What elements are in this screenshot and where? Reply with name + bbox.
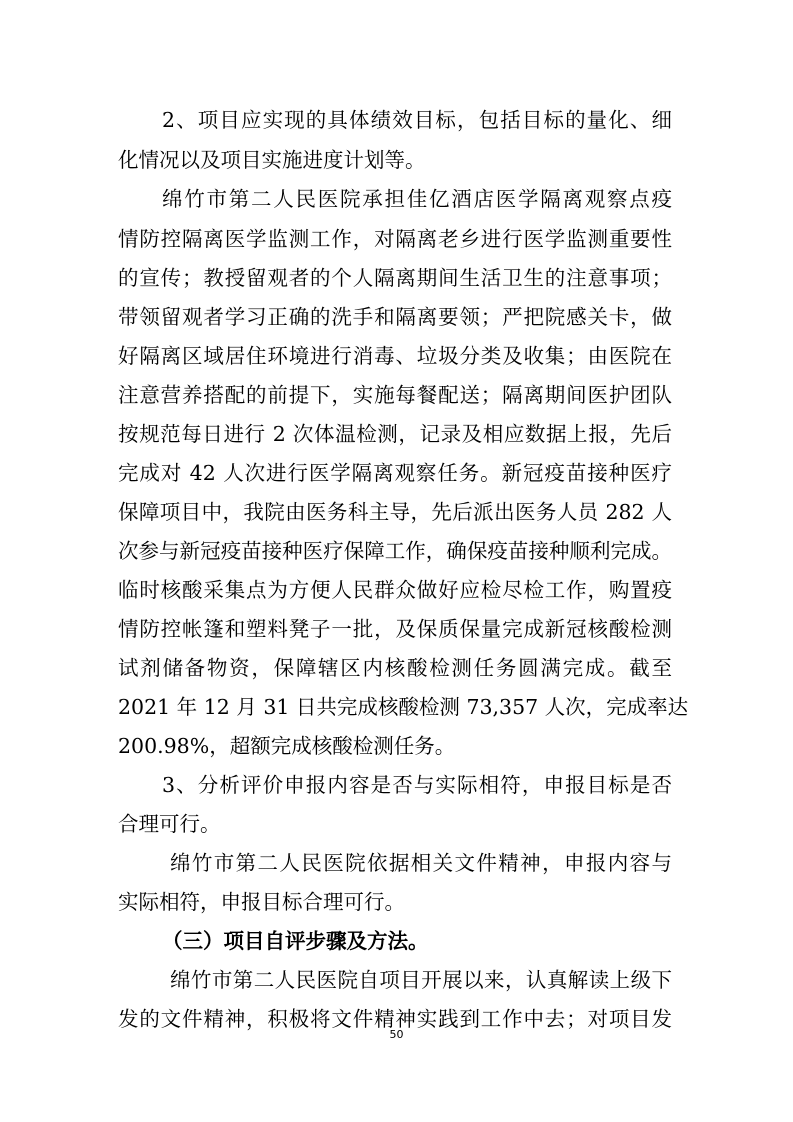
paragraph-line: 发的文件精神，积极将文件精神实践到工作中去；对项目发 xyxy=(118,1007,672,1031)
paragraph-line: 3、分析评价申报内容是否与实际相符，申报目标是否 xyxy=(162,773,672,797)
paragraph-line: 完成对 42 人次进行医学隔离观察任务。新冠疫苗接种医疗 xyxy=(118,461,672,485)
paragraph-line: 好隔离区域居住环境进行消毒、垃圾分类及收集；由医院在 xyxy=(118,344,672,368)
paragraph-line: 注意营养搭配的前提下，实施每餐配送；隔离期间医护团队 xyxy=(118,383,672,407)
paragraph-line: 2、项目应实现的具体绩效目标，包括目标的量化、细 xyxy=(162,108,672,132)
paragraph-line: 实际相符，申报目标合理可行。 xyxy=(118,890,405,914)
paragraph-line: 带领留观者学习正确的洗手和隔离要领；严把院感关卡，做 xyxy=(118,305,672,329)
paragraph-line: 试剂储备物资，保障辖区内核酸检测任务圆满完成。截至 xyxy=(118,656,672,680)
paragraph-line: 绵竹市第二人民医院依据相关文件精神，申报内容与 xyxy=(170,851,672,875)
paragraph-line: 情防控帐篷和塑料凳子一批，及保质保量完成新冠核酸检测 xyxy=(118,617,672,641)
paragraph-line: 2021 年 12 月 31 日共完成核酸检测 73,357 人次，完成率达 xyxy=(118,695,689,719)
paragraph-line: 的宣传；教授留观者的个人隔离期间生活卫生的注意事项； xyxy=(118,266,672,290)
paragraph-line: 按规范每日进行 2 次体温检测，记录及相应数据上报，先后 xyxy=(118,422,672,446)
paragraph-line: 绵竹市第二人民医院承担佳亿酒店医学隔离观察点疫 xyxy=(162,187,672,211)
paragraph-line: 保障项目中，我院由医务科主导，先后派出医务人员 282 人 xyxy=(118,500,672,524)
section-heading: （三）项目自评步骤及方法。 xyxy=(162,929,429,953)
paragraph-line: 情防控隔离医学监测工作，对隔离老乡进行医学监测重要性 xyxy=(118,227,672,251)
paragraph-line: 200.98%，超额完成核酸检测任务。 xyxy=(118,734,456,758)
paragraph-line: 绵竹市第二人民医院自项目开展以来，认真解读上级下 xyxy=(170,968,672,992)
paragraph-line: 化情况以及项目实施进度计划等。 xyxy=(118,148,426,172)
paragraph-line: 临时核酸采集点为方便人民群众做好应检尽检工作，购置疫 xyxy=(118,578,672,602)
page-number: 50 xyxy=(389,1028,404,1041)
paragraph-line: 次参与新冠疫苗接种医疗保障工作，确保疫苗接种顺利完成。 xyxy=(118,539,672,563)
paragraph-line: 合理可行。 xyxy=(118,812,221,836)
